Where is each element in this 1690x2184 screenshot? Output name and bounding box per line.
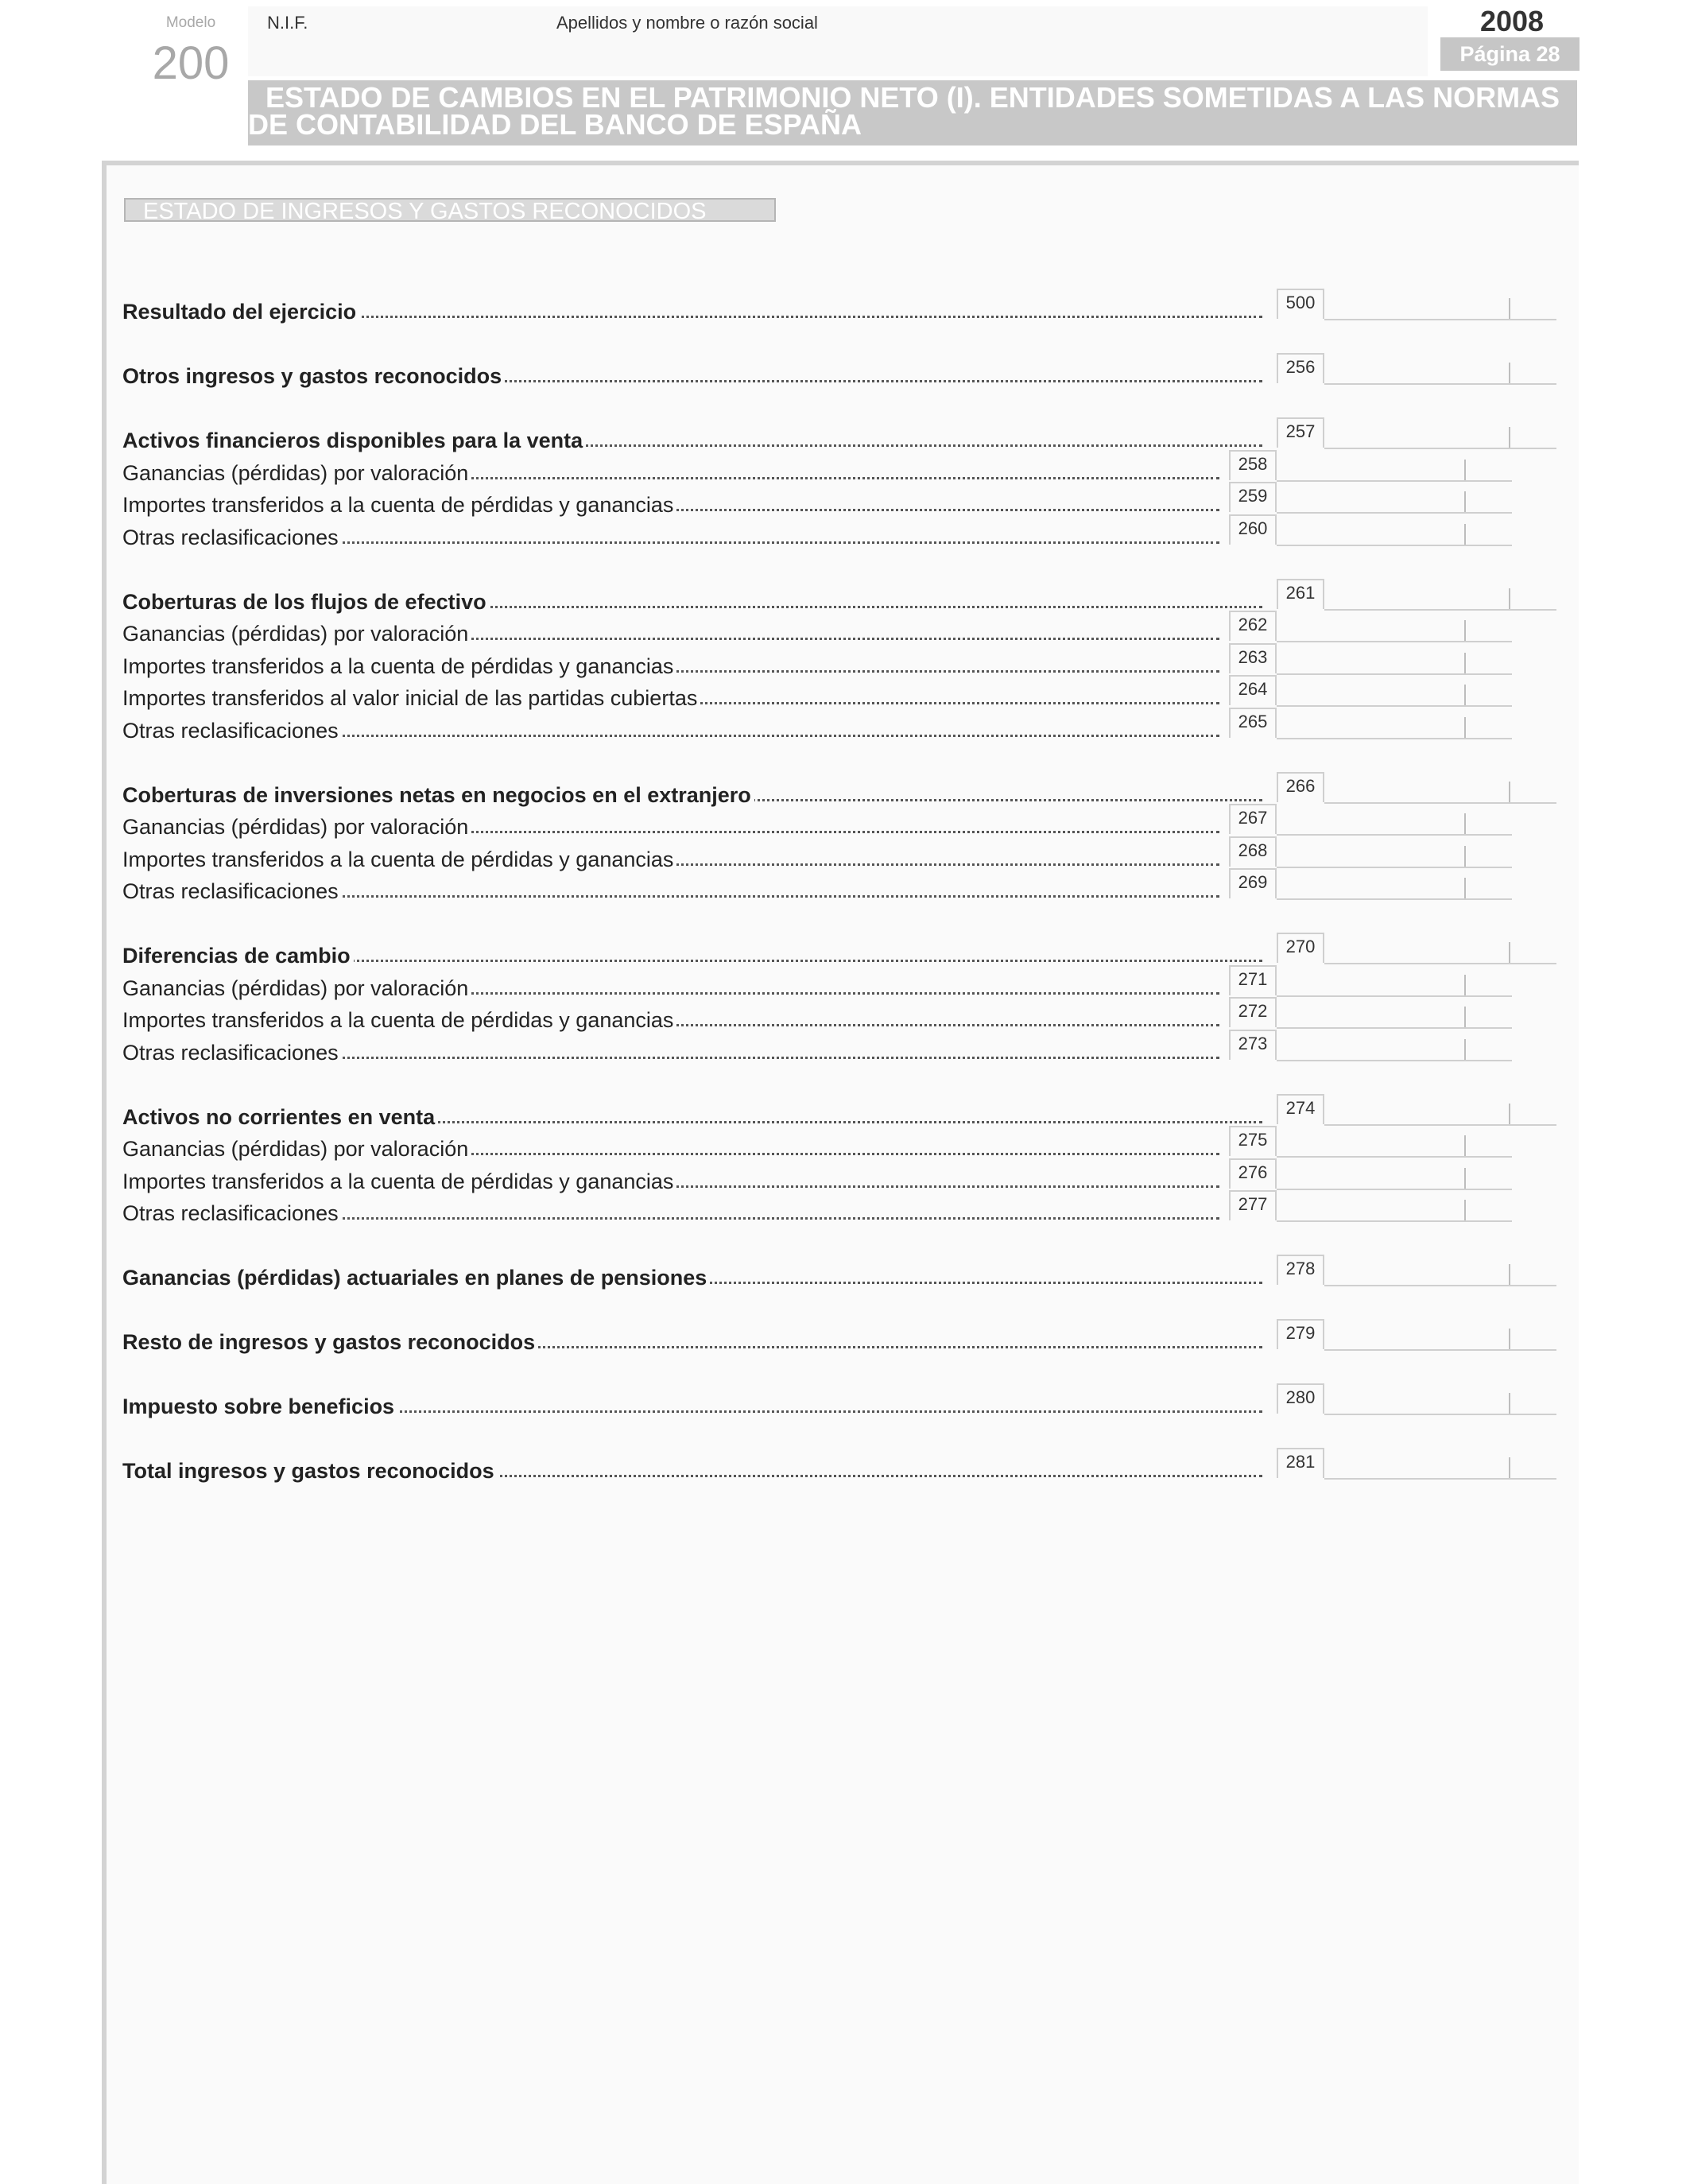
- row-label: [122, 1457, 1262, 1484]
- code-box: 274: [1277, 1094, 1324, 1124]
- amount-field[interactable]: [1277, 1190, 1512, 1222]
- row-label-text: Otras reclasificaciones: [122, 719, 342, 743]
- decimal-separator-tick: [1464, 1200, 1466, 1220]
- amount-field[interactable]: [1277, 708, 1512, 739]
- row-label-text: Activos no corrientes en venta: [122, 1105, 438, 1129]
- code-box: 271: [1229, 965, 1277, 995]
- decimal-separator-tick: [1464, 813, 1466, 834]
- row-label: [122, 460, 1219, 487]
- page-number-badge: Página 28: [1440, 37, 1580, 71]
- code-box: 268: [1229, 836, 1277, 867]
- row-label-text: Importes transferidos al valor inicial de las partidas cubiertas: [122, 686, 700, 710]
- decimal-separator-tick: [1509, 782, 1510, 802]
- row-label: [122, 717, 1219, 744]
- modelo-label: Modelo: [165, 14, 216, 31]
- row-label-text: Otras reclasificaciones: [122, 1041, 342, 1065]
- amount-field[interactable]: [1277, 611, 1512, 642]
- decimal-separator-tick: [1464, 1007, 1466, 1027]
- row-label: [122, 1007, 1219, 1034]
- row-label-text: Impuesto sobre beneficios: [122, 1395, 397, 1418]
- modelo-number: 200: [152, 37, 230, 89]
- amount-field[interactable]: [1277, 997, 1512, 1029]
- amount-field[interactable]: [1277, 1158, 1512, 1190]
- row-label: [122, 298, 1262, 325]
- code-box: 258: [1229, 450, 1277, 480]
- code-box: 265: [1229, 708, 1277, 738]
- decimal-separator-tick: [1464, 685, 1466, 705]
- code-box: 257: [1277, 417, 1324, 448]
- decimal-separator-tick: [1464, 460, 1466, 480]
- amount-field[interactable]: [1324, 353, 1556, 385]
- row-label-text: Coberturas de los flujos de efectivo: [122, 590, 490, 614]
- row-label-text: Importes transferidos a la cuenta de pérdidas y ganancias: [122, 1170, 676, 1193]
- code-box: 273: [1229, 1030, 1277, 1060]
- row-label-text: Coberturas de inversiones netas en negocios en el extranjero: [122, 783, 754, 807]
- row-label-text: Importes transferidos a la cuenta de pérdidas y ganancias: [122, 654, 676, 678]
- decimal-separator-tick: [1509, 1329, 1510, 1349]
- row-label-text: Importes transferidos a la cuenta de pérdidas y ganancias: [122, 493, 676, 517]
- decimal-separator-tick: [1464, 975, 1466, 995]
- code-box: 256: [1277, 353, 1324, 383]
- row-label: [122, 1393, 1262, 1420]
- code-box: 269: [1229, 868, 1277, 898]
- row-label: [122, 363, 1262, 390]
- row-label: [122, 1039, 1219, 1066]
- decimal-separator-tick: [1509, 1457, 1510, 1478]
- row-label: [122, 1135, 1219, 1162]
- code-box: 267: [1229, 804, 1277, 834]
- decimal-separator-tick: [1509, 363, 1510, 383]
- amount-field[interactable]: [1324, 289, 1556, 320]
- code-box: 275: [1229, 1126, 1277, 1156]
- row-label-text: Ganancias (pérdidas) por valoración: [122, 622, 471, 646]
- code-box: 260: [1229, 514, 1277, 545]
- section-title: ESTADO DE INGRESOS Y GASTOS RECONOCIDOS: [124, 198, 776, 222]
- amount-field[interactable]: [1324, 1448, 1556, 1480]
- row-label-text: Importes transferidos a la cuenta de pérdidas y ganancias: [122, 848, 676, 871]
- code-box: 263: [1229, 643, 1277, 673]
- decimal-separator-tick: [1464, 1039, 1466, 1060]
- code-box: 272: [1229, 997, 1277, 1027]
- code-box: 277: [1229, 1190, 1277, 1220]
- row-label-text: Activos financieros disponibles para la venta: [122, 429, 586, 452]
- row-label: [122, 942, 1262, 969]
- row-label: [122, 653, 1219, 680]
- amount-field[interactable]: [1277, 965, 1512, 997]
- row-label: [122, 813, 1219, 840]
- amount-field[interactable]: [1324, 1319, 1556, 1351]
- amount-field[interactable]: [1277, 868, 1512, 900]
- decimal-separator-tick: [1509, 588, 1510, 609]
- code-box: 259: [1229, 482, 1277, 512]
- row-label-text: Ganancias (pérdidas) por valoración: [122, 976, 471, 1000]
- row-label: [122, 1329, 1262, 1356]
- code-box: 281: [1277, 1448, 1324, 1478]
- amount-field[interactable]: [1277, 450, 1512, 482]
- row-label-text: Resto de ingresos y gastos reconocidos: [122, 1330, 538, 1354]
- decimal-separator-tick: [1464, 620, 1466, 641]
- row-label: [122, 782, 1262, 809]
- amount-field[interactable]: [1277, 675, 1512, 707]
- code-box: 270: [1277, 933, 1324, 963]
- amount-field[interactable]: [1324, 579, 1556, 611]
- row-label: [122, 620, 1219, 647]
- row-label: [122, 524, 1219, 551]
- row-label: [122, 1200, 1219, 1227]
- row-label: [122, 685, 1219, 712]
- row-label: [122, 846, 1219, 873]
- amount-field[interactable]: [1324, 933, 1556, 964]
- row-label: [122, 588, 1262, 615]
- row-label: [122, 1264, 1262, 1291]
- decimal-separator-tick: [1509, 427, 1510, 448]
- decimal-separator-tick: [1464, 491, 1466, 512]
- code-box: 278: [1277, 1255, 1324, 1285]
- row-label-text: Otros ingresos y gastos reconocidos: [122, 364, 505, 388]
- page-title: ESTADO DE CAMBIOS EN EL PATRIMONIO NETO (I). ENTIDADES SOMETIDAS A LAS NORMAS DE CONTABILIDAD DEL BANCO DE ESPAÑA: [248, 81, 1560, 141]
- decimal-separator-tick: [1464, 717, 1466, 738]
- amount-field[interactable]: [1277, 1126, 1512, 1158]
- decimal-separator-tick: [1464, 1135, 1466, 1156]
- row-label: [122, 878, 1219, 905]
- code-box: 500: [1277, 289, 1324, 319]
- row-label-text: Otras reclasificaciones: [122, 526, 342, 549]
- code-box: 280: [1277, 1383, 1324, 1414]
- amount-field[interactable]: [1324, 772, 1556, 804]
- decimal-separator-tick: [1509, 1393, 1510, 1414]
- code-box: 266: [1277, 772, 1324, 802]
- row-label-text: Ganancias (pérdidas) por valoración: [122, 1137, 471, 1161]
- row-label: [122, 1104, 1262, 1131]
- header-strip: [248, 6, 1428, 76]
- code-box: 276: [1229, 1158, 1277, 1189]
- row-label-text: Importes transferidos a la cuenta de pérdidas y ganancias: [122, 1008, 676, 1032]
- row-label-text: Ganancias (pérdidas) actuariales en planes de pensiones: [122, 1266, 710, 1290]
- amount-field[interactable]: [1324, 1383, 1556, 1415]
- row-label: [122, 427, 1262, 454]
- row-label-text: Otras reclasificaciones: [122, 1201, 342, 1225]
- row-label-text: Total ingresos y gastos reconocidos: [122, 1459, 498, 1483]
- row-label: [122, 975, 1219, 1002]
- decimal-separator-tick: [1509, 1264, 1510, 1285]
- decimal-separator-tick: [1464, 1168, 1466, 1189]
- decimal-separator-tick: [1464, 878, 1466, 898]
- row-label: [122, 1168, 1219, 1195]
- code-box: 262: [1229, 611, 1277, 641]
- row-label-text: Resultado del ejercicio: [122, 300, 359, 324]
- row-label-text: Ganancias (pérdidas) por valoración: [122, 815, 471, 839]
- code-box: 261: [1277, 579, 1324, 609]
- decimal-separator-tick: [1509, 298, 1510, 319]
- code-box: 264: [1229, 675, 1277, 705]
- amount-field[interactable]: [1277, 836, 1512, 868]
- row-label-text: Ganancias (pérdidas) por valoración: [122, 461, 471, 485]
- row-label-text: Otras reclasificaciones: [122, 879, 342, 903]
- amount-field[interactable]: [1324, 1255, 1556, 1286]
- amount-field[interactable]: [1277, 482, 1512, 514]
- decimal-separator-tick: [1464, 653, 1466, 673]
- year: 2008: [1479, 5, 1545, 37]
- amount-field[interactable]: [1324, 417, 1556, 449]
- amount-field[interactable]: [1277, 1030, 1512, 1061]
- amount-field[interactable]: [1324, 1094, 1556, 1126]
- amount-field[interactable]: [1277, 804, 1512, 836]
- decimal-separator-tick: [1509, 1104, 1510, 1124]
- code-box: 279: [1277, 1319, 1324, 1349]
- name-label: Apellidos y nombre o razón social: [556, 13, 818, 33]
- decimal-separator-tick: [1464, 846, 1466, 867]
- nif-label: N.I.F.: [267, 13, 308, 33]
- row-label-text: Diferencias de cambio: [122, 944, 354, 968]
- amount-field[interactable]: [1277, 514, 1512, 546]
- row-label: [122, 491, 1219, 518]
- decimal-separator-tick: [1464, 524, 1466, 545]
- decimal-separator-tick: [1509, 942, 1510, 963]
- amount-field[interactable]: [1277, 643, 1512, 675]
